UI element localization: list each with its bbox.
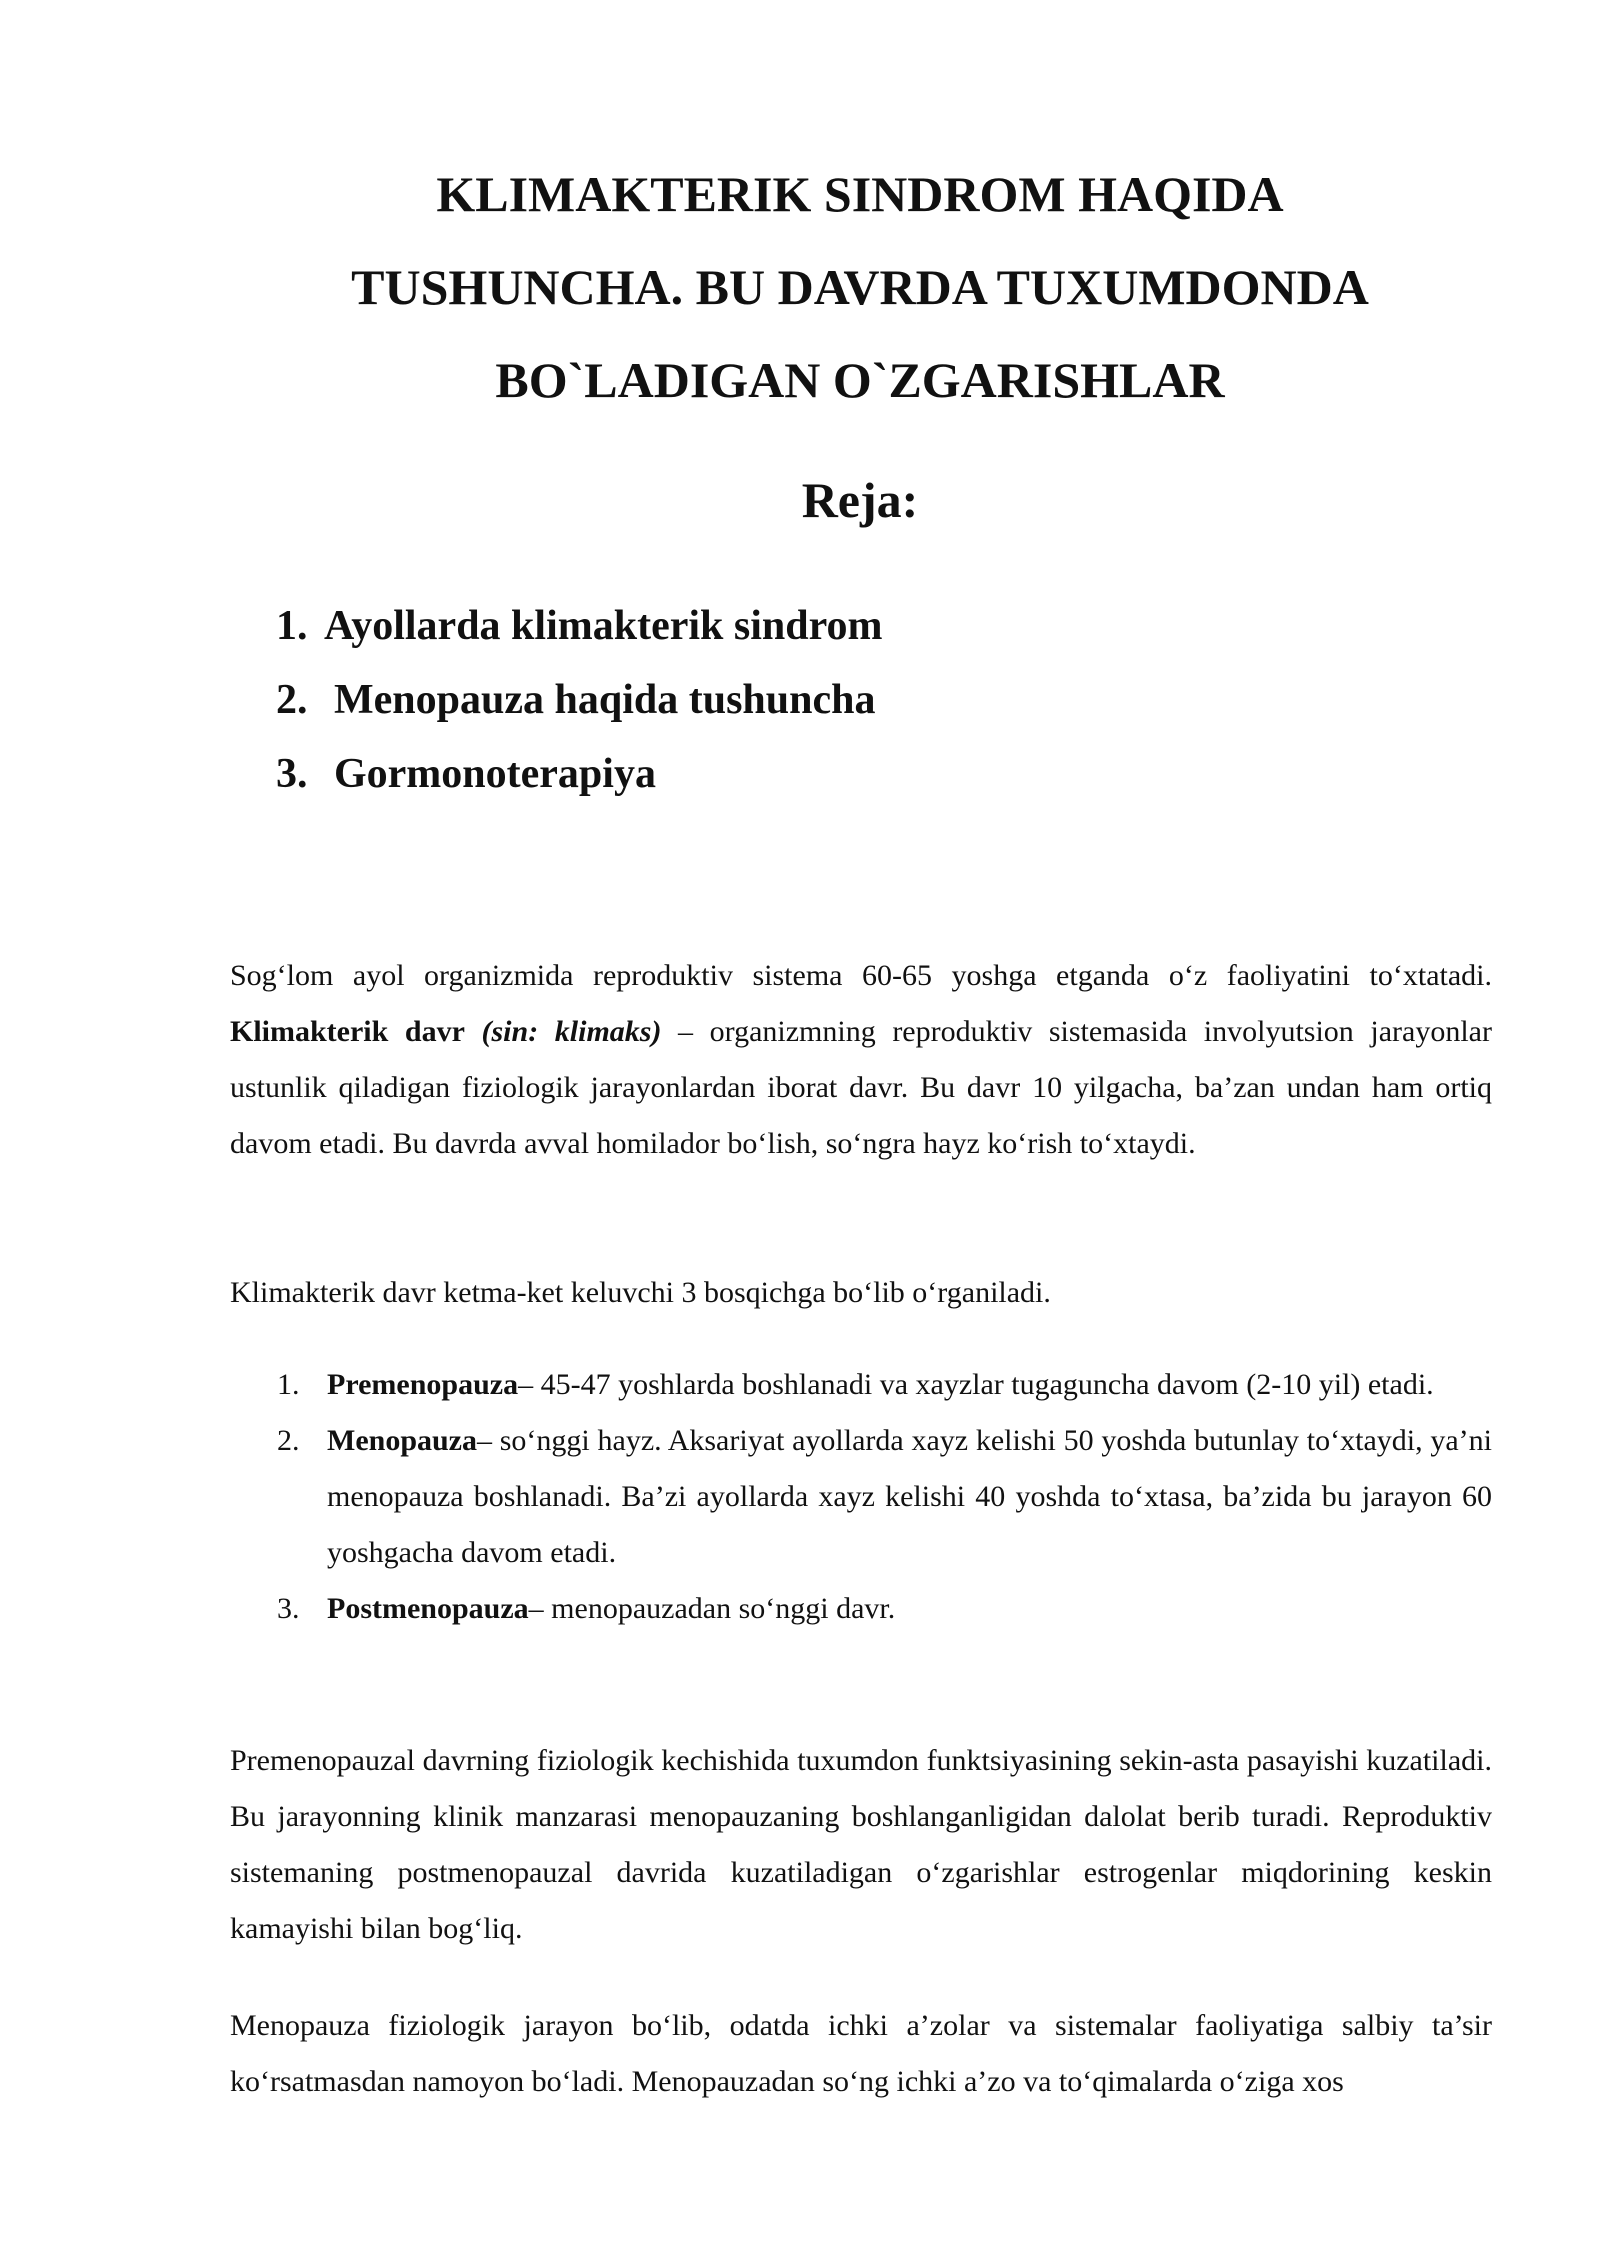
document-title [280,148,1440,427]
stage-term: Premenopauza [327,1368,519,1401]
title-line-3: BO`LADIGAN O`ZGARISHLAR [495,352,1225,408]
intro-sentence: Sog‘lom ayol organizmida reproduktiv sistema 60-65 yoshga etganda o‘z faoliyatini to‘xtatadi. [230,959,1492,992]
plan-item [276,596,883,670]
plan-list [276,596,883,818]
term-definition: – organizmning reproduktiv sistemasida involyutsion jarayonlar ustunlik qiladigan fiziologik jarayonlardan iborat davr. Bu davr 10 yilgacha, ba’zan undan ham ortiq davom etadi. Bu davrda avval homilador bo‘lish, so‘ngra hayz ko‘rish to‘xtaydi. [230,1015,1492,1160]
stage-text: – menopauzadan so‘nggi davr. [528,1592,896,1625]
term-klimakterik-davr: Klimakterik davr [230,1015,465,1048]
title-line-1: KLIMAKTERIK SINDROM HAQIDA [436,166,1284,222]
plan-item-number: 3. [276,751,308,797]
stages-intro: Klimakterik davr ketma-ket keluvchi 3 bosqichga bo‘lib o‘rganiladi. [230,1276,1051,1309]
stage-text: – 45-47 yoshlarda boshlanadi va xayzlar tugaguncha davom (2-10 yil) etadi. [518,1368,1434,1401]
plan-item-number: 2. [276,677,308,723]
plan-heading: Reja: [801,472,919,528]
stage-item [230,1413,1492,1581]
menopause-paragraph: Menopauza fiziologik jarayon bo‘lib, odatda ichki a’zolar va sistemalar faoliyatiga salbiy ta’sir ko‘rsatmasdan namoyon bo‘ladi. Menopauzadan so‘ng ichki a’zo va to‘qimalarda o‘ziga xos [230,2009,1492,2098]
premenopausal-paragraph: Premenopauzal davrning fiziologik kechishida tuxumdon funktsiyasining sekin-asta pasayishi kuzatiladi. Bu jarayonning klinik manzarasi menopauzaning boshlanganligidan dalolat berib turadi. Reproduktiv sistemaning postmenopauzal davrida kuzatiladigan o‘zgarishlar estrogenlar miqdorining keskin kamayishi bilan bog‘liq. [230,1744,1492,1945]
stage-text: – so‘nggi hayz. Aksariyat ayollarda xayz kelishi 50 yoshda butunlay to‘xtaydi, ya’ni menopauza boshlanadi. Ba’zi ayollarda xayz kelishi 40 yoshda to‘xtasa, ba’zida bu jarayon 60 yoshgacha davom etadi. [327,1424,1492,1569]
title-line-2: TUSHUNCHA. BU DAVRDA TUXUMDONDA [351,259,1369,315]
stage-term: Menopauza [327,1424,477,1457]
stage-number: 3. [277,1592,300,1625]
plan-item-text: Ayollarda klimakterik sindrom [324,603,883,649]
plan-item-number: 1. [276,603,308,649]
plan-item-text: Gormonoterapiya [334,751,656,797]
plan-item [276,744,883,818]
term-synonym: (sin: klimaks) [481,1015,662,1048]
plan-item [276,670,883,744]
intro-paragraph [230,948,1492,1172]
stage-number: 2. [277,1424,300,1457]
stage-item [230,1581,1492,1637]
plan-item-text: Menopauza haqida tushuncha [334,677,876,723]
stages-list [230,1357,1492,1637]
stage-number: 1. [277,1368,300,1401]
stage-term: Postmenopauza [327,1592,529,1625]
stage-item [230,1357,1492,1413]
